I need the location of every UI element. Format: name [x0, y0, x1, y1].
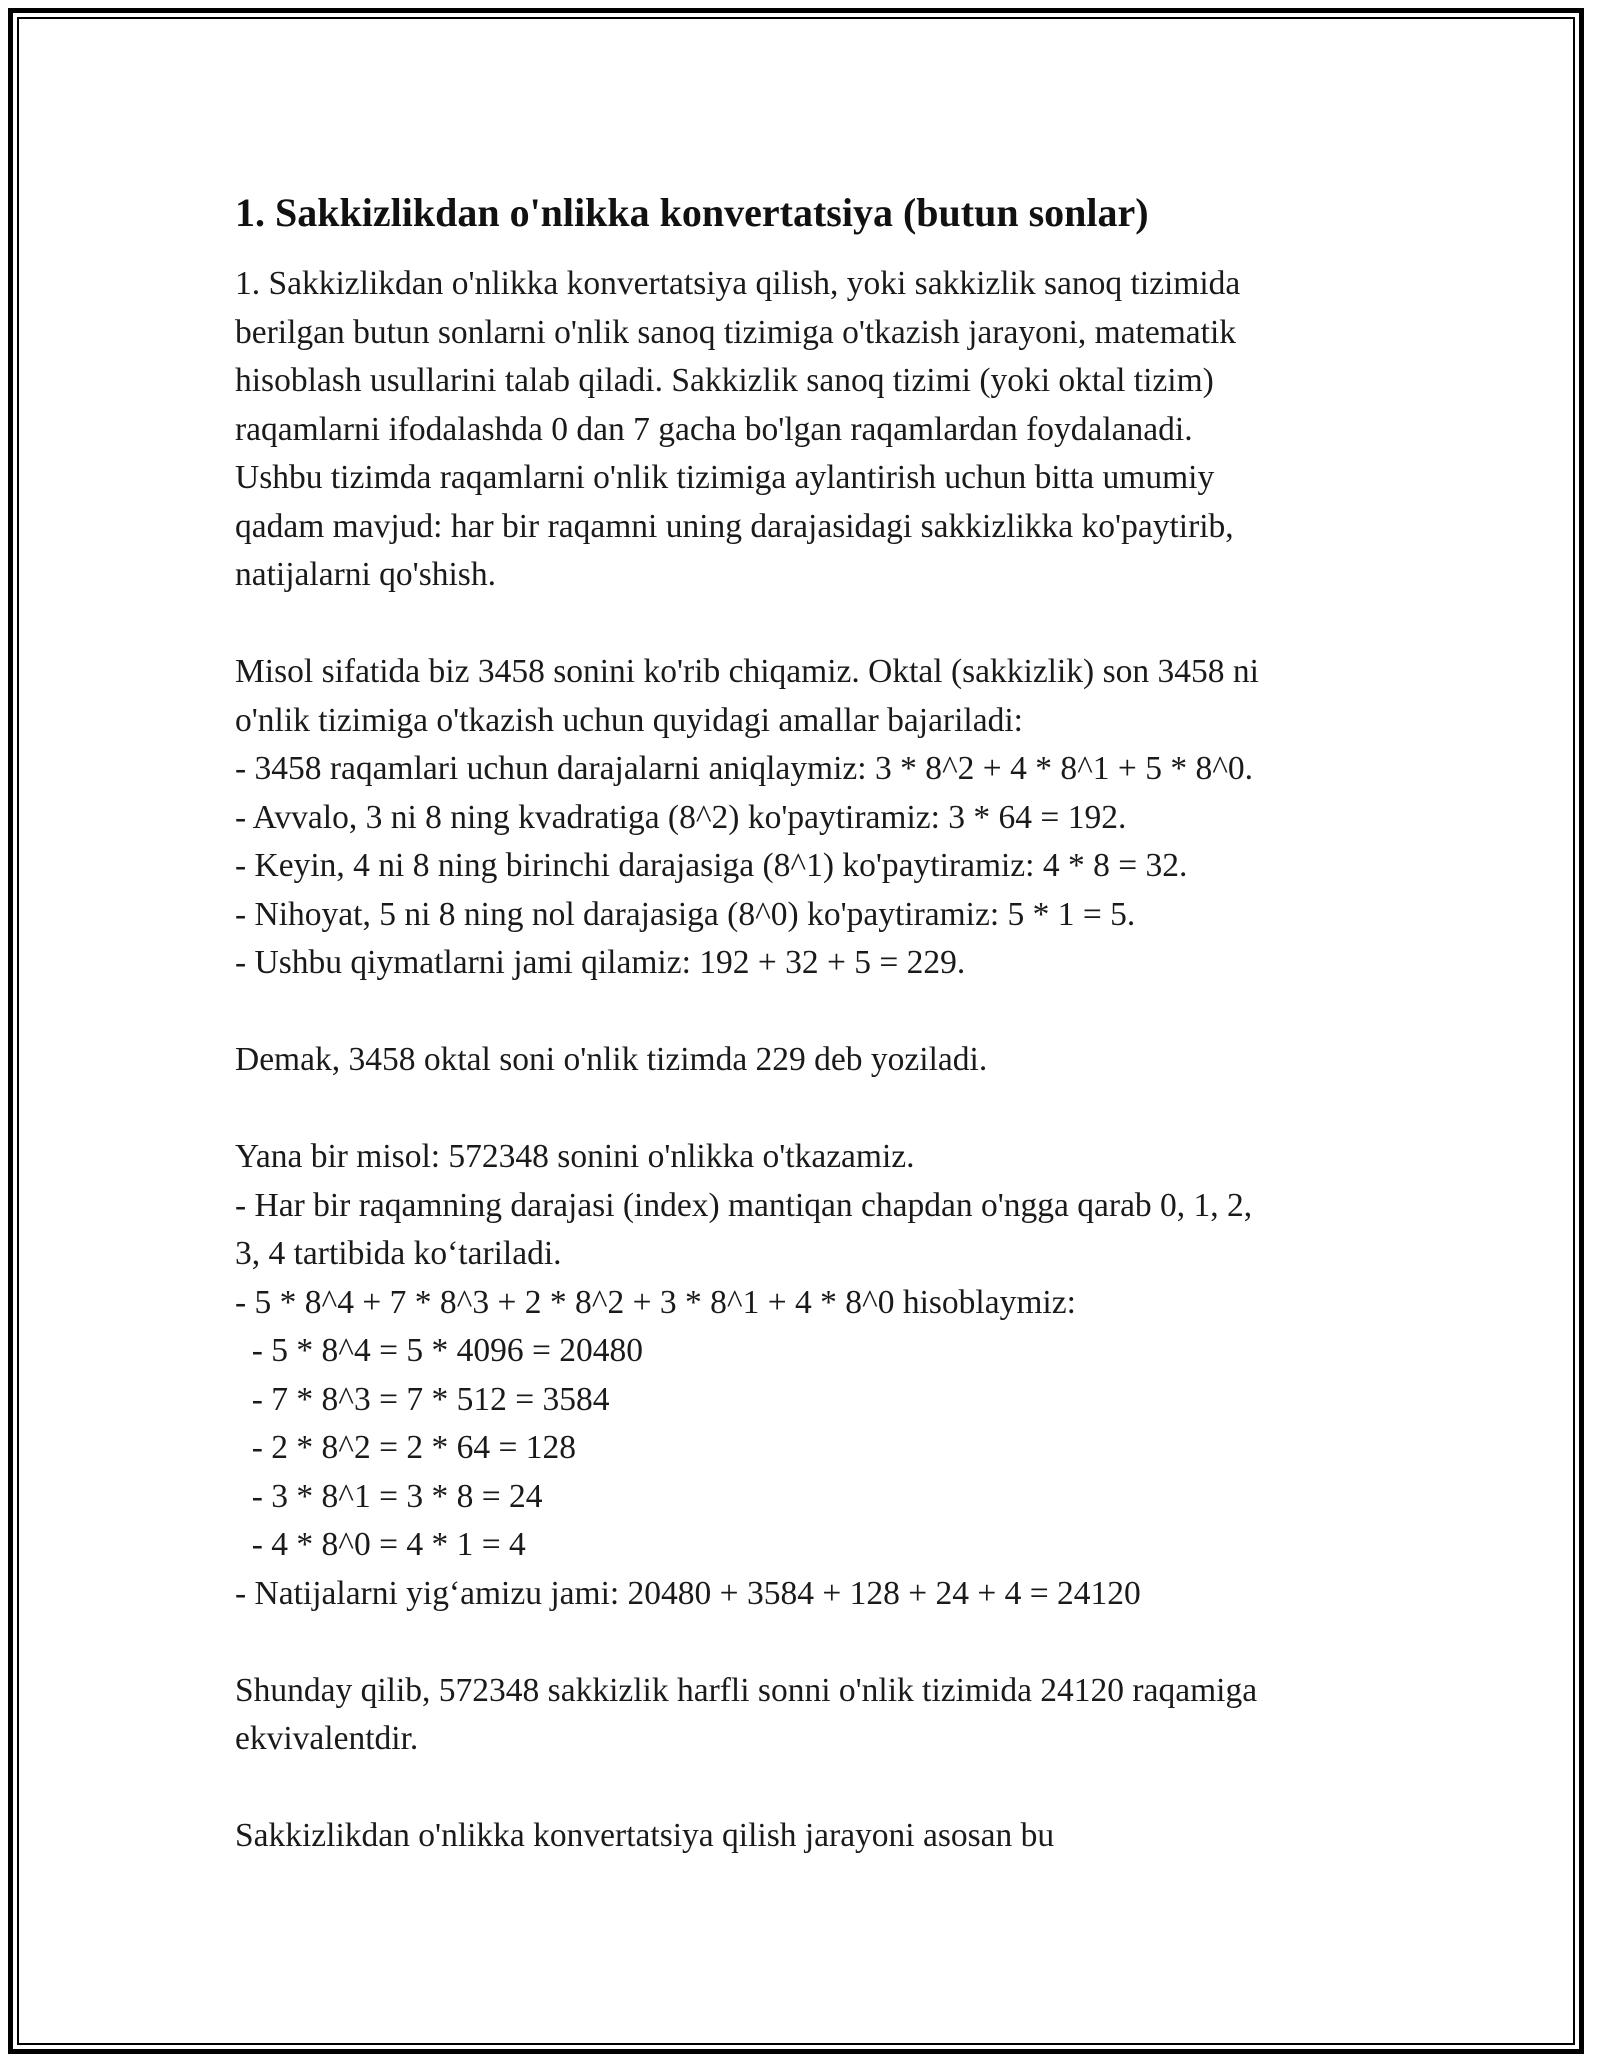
- text-line: - Nihoyat, 5 ni 8 ning nol darajasiga (8^0) ko'paytiramiz: 5 * 1 = 5.: [235, 895, 1136, 933]
- text-line: hisoblash usullarini talab qiladi. Sakkizlik sanoq tizimi (yoki oktal tizim): [235, 362, 1214, 399]
- text-line: - Natijalarni yig‘amizu jami: 20480 + 3584 + 128 + 24 + 4 = 24120: [235, 1574, 1141, 1612]
- text-line: Demak, 3458 oktal soni o'nlik tizimda 229 deb yoziladi.: [235, 1041, 988, 1078]
- text-line: Ushbu tizimda raqamlarni o'nlik tizimiga aylantirish uchun bitta umumiy: [235, 459, 1215, 496]
- text-line: Misol sifatida biz 3458 sonini ko'rib chiqamiz. Oktal (sakkizlik) son 3458 ni: [235, 653, 1259, 690]
- blank-line: [235, 1764, 1395, 1813]
- text-line: - Ushbu qiymatlarni jami qilamiz: 192 + 32 + 5 = 229.: [235, 944, 966, 981]
- blank-line: [235, 1085, 1395, 1134]
- text-line: - 7 * 8^3 = 7 * 512 = 3584: [235, 1380, 610, 1418]
- text-line: Yana bir misol: 572348 sonini o'nlikka o'tkazamiz.: [235, 1138, 915, 1175]
- blank-line: [235, 600, 1395, 649]
- text-line: 3, 4 tartibida ko‘tariladi.: [235, 1235, 562, 1272]
- text-line: Sakkizlikdan o'nlikka konvertatsiya qilish jarayoni asosan bu: [235, 1817, 1055, 1854]
- text-line: - 3458 raqamlari uchun darajalarni aniqlaymiz: 3 * 8^2 + 4 * 8^1 + 5 * 8^0.: [235, 750, 1254, 787]
- text-line: - 3 * 8^1 = 3 * 8 = 24: [235, 1477, 543, 1515]
- text-line: ekvivalentdir.: [235, 1720, 419, 1757]
- text-line: qadam mavjud: har bir raqamni uning darajasidagi sakkizlikka ko'paytirib,: [235, 507, 1234, 545]
- text-line: - 4 * 8^0 = 4 * 1 = 4: [235, 1526, 526, 1563]
- text-line: raqamlarni ifodalashda 0 dan 7 gacha bo'lgan raqamlardan foydalanadi.: [235, 410, 1193, 448]
- text-line: 1. Sakkizlikdan o'nlikka konvertatsiya qilish, yoki sakkizlik sanoq tizimida: [235, 265, 1241, 302]
- blank-line: [235, 1618, 1395, 1667]
- document-title: 1. Sakkizlikdan o'nlikka konvertatsiya (butun sonlar): [235, 190, 1149, 235]
- document-text: [235, 260, 1395, 1861]
- text-line: berilgan butun sonlarni o'nlik sanoq tizimiga o'tkazish jarayoni, matematik: [235, 313, 1237, 351]
- text-line: Shunday qilib, 572348 sakkizlik harfli sonni o'nlik tizimida 24120 raqamiga: [235, 1671, 1258, 1709]
- text-line: - 5 * 8^4 + 7 * 8^3 + 2 * 8^2 + 3 * 8^1 + 4 * 8^0 hisoblaymiz:: [235, 1283, 1076, 1321]
- document-body: [235, 188, 1395, 1861]
- text-line: - Avvalo, 3 ni 8 ning kvadratiga (8^2) ko'paytiramiz: 3 * 64 = 192.: [235, 798, 1127, 836]
- text-line: - Har bir raqamning darajasi (index) mantiqan chapdan o'ngga qarab 0, 1, 2,: [235, 1186, 1253, 1224]
- blank-line: [235, 988, 1395, 1037]
- text-line: o'nlik tizimiga o'tkazish uchun quyidagi amallar bajariladi:: [235, 701, 1023, 739]
- text-line: - 2 * 8^2 = 2 * 64 = 128: [235, 1429, 577, 1466]
- text-line: natijalarni qo'shish.: [235, 556, 496, 593]
- text-line: - Keyin, 4 ni 8 ning birinchi darajasiga (8^1) ko'paytiramiz: 4 * 8 = 32.: [235, 847, 1188, 884]
- text-line: - 5 * 8^4 = 5 * 4096 = 20480: [235, 1332, 644, 1369]
